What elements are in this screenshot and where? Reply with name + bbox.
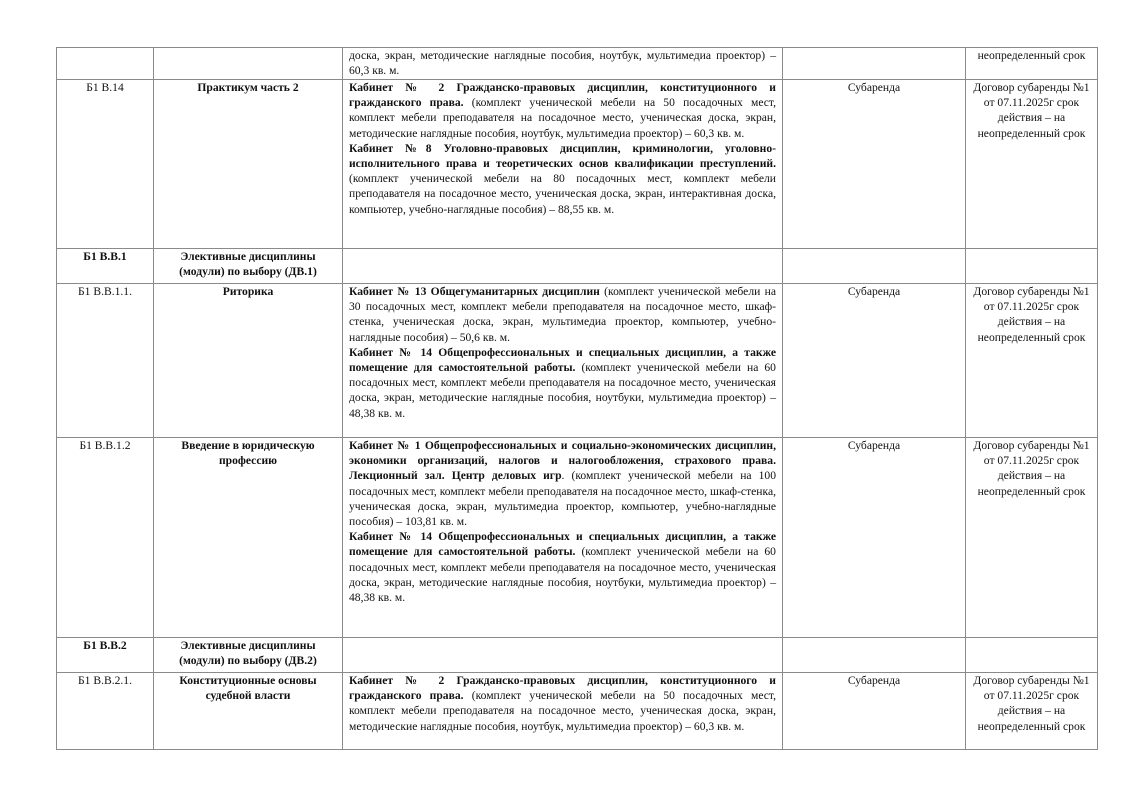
room-title: Кабинет № 14 Общепрофессиональных и специальных дисциплин, а также помещение для самостоятельной работы. [349, 345, 776, 375]
room-entry [349, 345, 776, 421]
room-entry [349, 438, 776, 529]
room-description [343, 48, 783, 80]
room-details: (комплект ученической мебели на 30 посадочных мест, комплект мебели преподавателя на посадочное место, шкаф-стенка, ученическая доска, экран, мультимедиа проектор, компьютер, учебно-наглядные пособия) – 50,6 кв. м. [349, 285, 776, 344]
usage-basis [783, 638, 966, 673]
room-title: Кабинет № 2 Гражданско-правовых дисциплин, конституционного и гражданского права. [349, 81, 776, 110]
room-entry [349, 141, 776, 217]
room-entry [349, 529, 776, 605]
room-entry [349, 673, 776, 734]
usage-basis: Субаренда [783, 80, 966, 249]
room-entry [349, 80, 776, 141]
room-title: Кабинет № 2 Гражданско-правовых дисциплин, конституционного и гражданского права. [349, 674, 776, 703]
section-code: Б1 В.В.1 [57, 249, 154, 284]
contract-document: Договор субаренды №1 от 07.11.2025г срок действия – на неопределенный срок [966, 80, 1098, 249]
room-details: доска, экран, методические наглядные пособия, ноутбук, мультимедиа проектор) – 60,3 кв. м. [349, 49, 776, 78]
contract-document: Договор субаренды №1 от 07.11.2025г срок действия – на неопределенный срок [966, 673, 1098, 750]
section-name: Элективные дисциплины (модули) по выбору (ДВ.2) [154, 638, 343, 673]
room-title: Кабинет № 1 Общепрофессиональных и социально-экономических дисциплин, экономики организаций, налогов и налогообложения, страхового права. Лекционный зал. Центр деловых игр [349, 439, 776, 483]
contract-document: неопределенный срок [966, 48, 1098, 80]
discipline-name: Риторика [154, 284, 343, 438]
room-details: . (комплект ученической мебели на 100 посадочных мест, комплект мебели преподавателя на посадочное место, шкаф-стенка, ученическая доска, экран, мультимедиа проектор, компьютер, учебно-наглядные пособия) – 103,81 кв. м. [349, 469, 777, 529]
discipline-name [154, 48, 343, 80]
contract-document: Договор субаренды №1 от 07.11.2025г срок действия – на неопределенный срок [966, 438, 1098, 638]
discipline-code: Б1 В.В.2.1. [57, 673, 154, 750]
room-title: Кабинет №8 Уголовно-правовых дисциплин, криминологии, уголовно-исполнительного права и теоретических основ квалификации преступлений. [349, 141, 776, 171]
discipline-code [57, 48, 154, 80]
contract-document [966, 249, 1098, 284]
room-details: (комплект ученической мебели на 50 посадочных мест, комплект мебели преподавателя на посадочное место, ученическая доска, экран, методические наглядные пособия, ноутбук, мультимедиа проектор) – 60,3 кв. м. [349, 689, 776, 733]
section-name: Элективные дисциплины (модули) по выбору (ДВ.1) [154, 249, 343, 284]
room-details: (комплект ученической мебели на 60 посадочных мест, комплект мебели преподавателя на посадочное место, ученическая доска, экран, методические наглядные пособия, ноутбуки, мультимедиа проектор) – 48,38 кв. м. [349, 545, 776, 605]
usage-basis [783, 48, 966, 80]
room-details: (комплект ученической мебели на 80 посадочных мест, комплект мебели преподавателя на посадочное место, ученическая доска, экран, интерактивная доска, компьютер, учебно-наглядные пособия) – 88,55 кв. м. [349, 172, 776, 216]
room-description [343, 284, 783, 438]
discipline-name: Введение в юридическую профессию [154, 438, 343, 638]
room-title: Кабинет № 13 Общегуманитарных дисциплин [349, 285, 600, 298]
room-title: Кабинет № 14 Общепрофессиональных и специальных дисциплин, а также помещение для самостоятельной работы. [349, 530, 776, 559]
facilities-table [56, 47, 1098, 750]
table-row [57, 673, 1098, 750]
discipline-code: Б1 В.В.1.1. [57, 284, 154, 438]
usage-basis: Субаренда [783, 438, 966, 638]
usage-basis: Субаренда [783, 673, 966, 750]
contract-document [966, 638, 1098, 673]
section-code: Б1 В.В.2 [57, 638, 154, 673]
room-details: (комплект ученической мебели на 60 посадочных мест, комплект мебели преподавателя на посадочное место, ученическая доска, экран, методические наглядные пособия, ноутбуки, мультимедиа проектор) – 48,38 кв. м. [349, 361, 776, 420]
table-row [57, 48, 1098, 80]
table-row [57, 284, 1098, 438]
contract-document: Договор субаренды №1 от 07.11.2025г срок действия – на неопределенный срок [966, 284, 1098, 438]
room-description [343, 638, 783, 673]
discipline-code: Б1 В.В.1.2 [57, 438, 154, 638]
room-entry [349, 284, 776, 345]
table-row-section [57, 638, 1098, 673]
usage-basis: Субаренда [783, 284, 966, 438]
room-description [343, 673, 783, 750]
usage-basis [783, 249, 966, 284]
discipline-code: Б1 В.14 [57, 80, 154, 249]
table-row-section [57, 249, 1098, 284]
room-details: (комплект ученической мебели на 50 посадочных мест, комплект мебели преподавателя на посадочное место, ученическая доска, экран, методические наглядные пособия, ноутбук, мультимедиа проектор) – 60,3 кв. м. [349, 96, 776, 140]
table-row [57, 438, 1098, 638]
discipline-name: Конституционные основы судебной власти [154, 673, 343, 750]
room-description [343, 80, 783, 249]
table-row [57, 80, 1098, 249]
discipline-name: Практикум часть 2 [154, 80, 343, 249]
room-description [343, 438, 783, 638]
room-description [343, 249, 783, 284]
